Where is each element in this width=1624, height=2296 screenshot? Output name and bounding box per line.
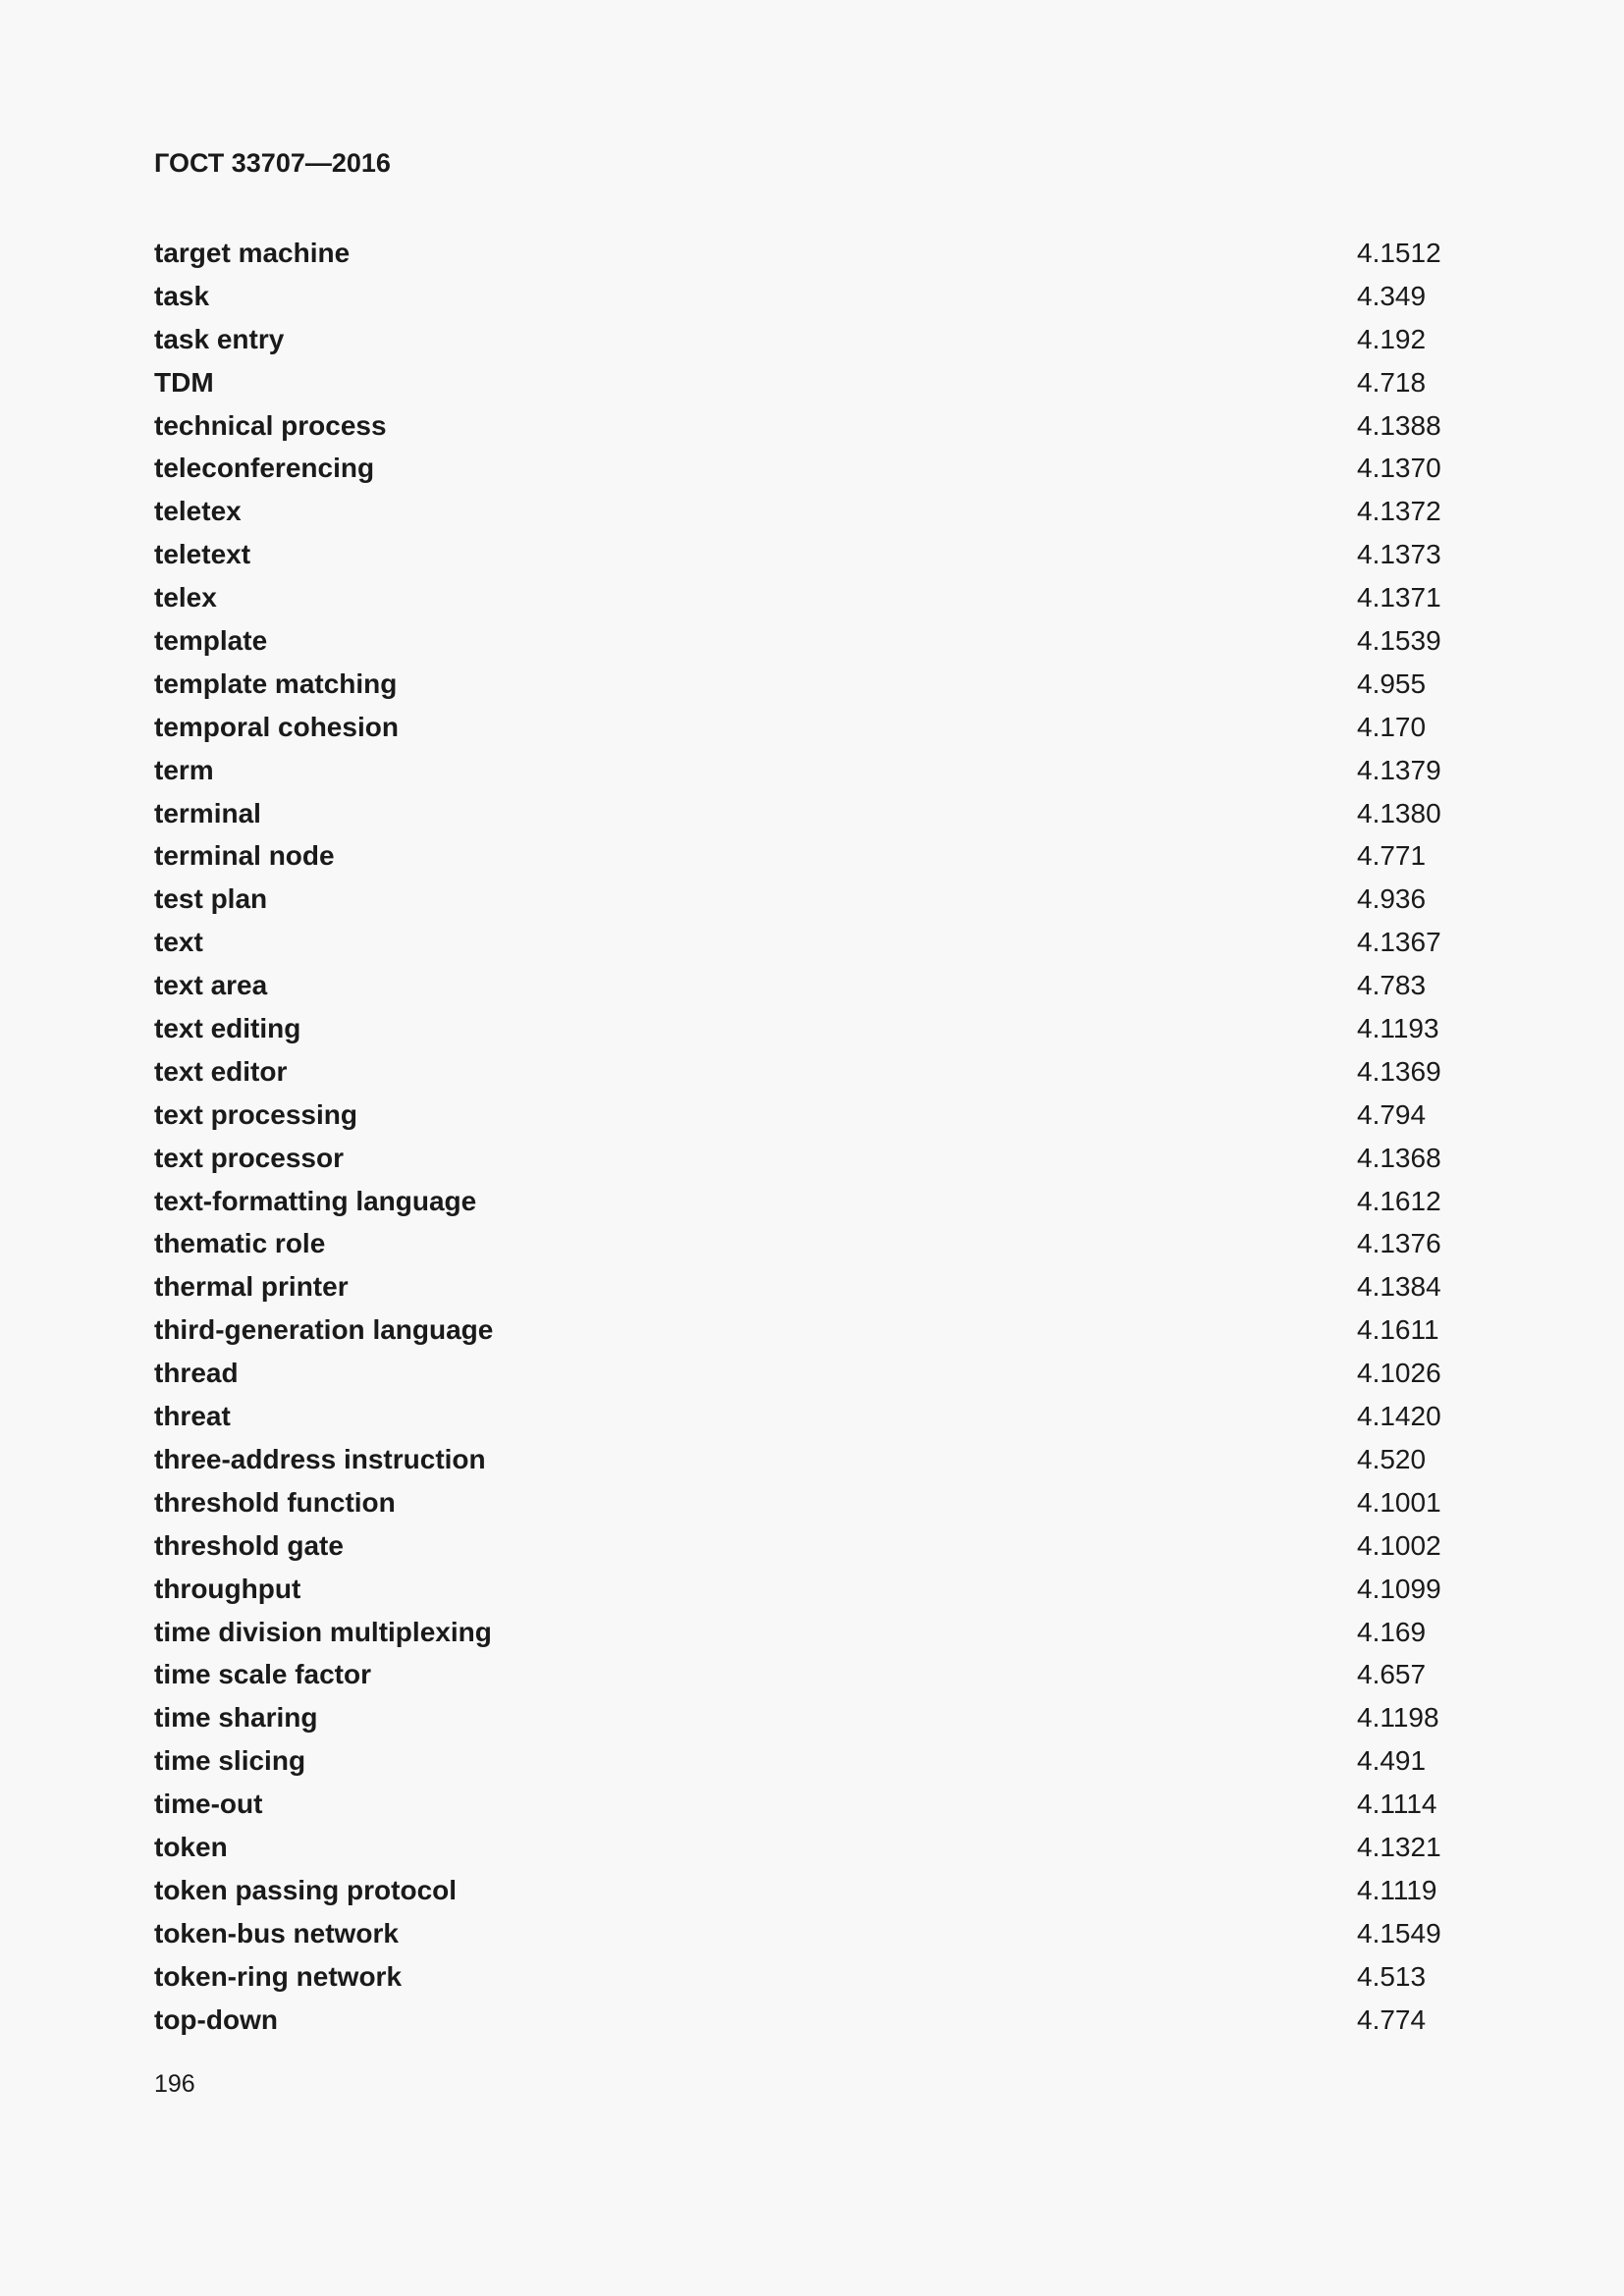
index-reference-number: 4.783 xyxy=(1357,970,1427,1001)
index-reference-number: 4.513 xyxy=(1357,1960,1427,1992)
index-term: top-down xyxy=(154,2003,278,2035)
index-reference-number: 4.1369 xyxy=(1357,1055,1441,1087)
index-term: term xyxy=(154,754,214,785)
index-term: teleconferencing xyxy=(154,453,375,484)
index-term: telex xyxy=(154,582,217,614)
index-reference-number: 4.1198 xyxy=(1357,1702,1439,1734)
term-index-list xyxy=(154,236,1470,2045)
index-term: text processor xyxy=(154,1142,344,1173)
index-entry xyxy=(154,1226,1470,1269)
index-reference-number: 4.1368 xyxy=(1357,1142,1441,1173)
index-reference-number: 4.1388 xyxy=(1357,409,1441,441)
index-term: three-address instruction xyxy=(154,1443,486,1474)
index-reference-number: 4.520 xyxy=(1357,1443,1427,1474)
index-entry xyxy=(154,1141,1470,1184)
index-term: technical process xyxy=(154,409,387,441)
index-entry xyxy=(154,1528,1470,1572)
index-entry xyxy=(154,1269,1470,1312)
document-header: ГОСТ 33707—2016 xyxy=(154,148,391,178)
index-entry xyxy=(154,667,1470,710)
index-entry xyxy=(154,1054,1470,1097)
index-reference-number: 4.1367 xyxy=(1357,927,1441,958)
index-term: throughput xyxy=(154,1573,301,1604)
index-term: temporal cohesion xyxy=(154,711,399,742)
index-entry xyxy=(154,1485,1470,1528)
index-reference-number: 4.1384 xyxy=(1357,1271,1441,1303)
index-entry xyxy=(154,1399,1470,1442)
index-term: threshold function xyxy=(154,1486,396,1518)
index-reference-number: 4.1373 xyxy=(1357,539,1441,570)
index-reference-number: 4.794 xyxy=(1357,1098,1427,1130)
index-reference-number: 4.1370 xyxy=(1357,453,1441,484)
page-number: 196 xyxy=(154,2070,195,2098)
index-reference-number: 4.1612 xyxy=(1357,1185,1441,1216)
index-entry xyxy=(154,1356,1470,1399)
index-term: time sharing xyxy=(154,1702,318,1734)
index-term: threshold gate xyxy=(154,1529,344,1561)
index-entry xyxy=(154,1615,1470,1658)
index-term: text editing xyxy=(154,1013,301,1044)
index-reference-number: 4.192 xyxy=(1357,323,1427,354)
index-reference-number: 4.771 xyxy=(1357,840,1427,872)
index-term: template xyxy=(154,625,268,657)
index-term: time slicing xyxy=(154,1745,306,1777)
index-entry xyxy=(154,1657,1470,1700)
index-entry xyxy=(154,580,1470,623)
index-reference-number: 4.774 xyxy=(1357,2003,1427,2035)
index-entry xyxy=(154,1743,1470,1787)
index-reference-number: 4.1371 xyxy=(1357,582,1441,614)
index-reference-number: 4.936 xyxy=(1357,883,1427,915)
index-entry xyxy=(154,1097,1470,1141)
index-entry xyxy=(154,1873,1470,1916)
index-entry xyxy=(154,838,1470,881)
index-term: time-out xyxy=(154,1789,263,1820)
index-entry xyxy=(154,537,1470,580)
index-entry xyxy=(154,279,1470,322)
index-term: teletext xyxy=(154,539,251,570)
index-term: token passing protocol xyxy=(154,1874,458,1905)
index-term: task entry xyxy=(154,323,285,354)
index-term: thermal printer xyxy=(154,1271,349,1303)
index-term: token-bus network xyxy=(154,1917,399,1949)
index-term: terminal node xyxy=(154,840,335,872)
index-term: test plan xyxy=(154,883,268,915)
index-term: text processing xyxy=(154,1098,357,1130)
index-entry xyxy=(154,796,1470,839)
index-entry xyxy=(154,365,1470,408)
index-entry xyxy=(154,881,1470,925)
index-term: target machine xyxy=(154,238,351,268)
index-term: thematic role xyxy=(154,1228,326,1259)
index-term: text editor xyxy=(154,1055,288,1087)
index-term: terminal xyxy=(154,797,261,828)
index-reference-number: 4.1611 xyxy=(1357,1314,1439,1346)
index-reference-number: 4.491 xyxy=(1357,1745,1427,1777)
index-term: text-formatting language xyxy=(154,1185,477,1216)
index-entry xyxy=(154,1312,1470,1356)
index-reference-number: 4.1114 xyxy=(1357,1789,1437,1820)
index-reference-number: 4.1372 xyxy=(1357,496,1441,527)
index-entry xyxy=(154,925,1470,968)
index-reference-number: 4.170 xyxy=(1357,711,1427,742)
index-entry xyxy=(154,1959,1470,2002)
index-entry xyxy=(154,1572,1470,1615)
index-term: token-ring network xyxy=(154,1960,403,1992)
index-entry xyxy=(154,1442,1470,1485)
index-entry xyxy=(154,451,1470,494)
index-term: teletex xyxy=(154,496,242,527)
index-term: third-generation language xyxy=(154,1314,494,1346)
index-entry xyxy=(154,1830,1470,1873)
index-reference-number: 4.1539 xyxy=(1357,625,1441,657)
index-entry xyxy=(154,236,1470,279)
index-entry xyxy=(154,1011,1470,1054)
index-entry xyxy=(154,2002,1470,2046)
index-reference-number: 4.657 xyxy=(1357,1659,1427,1690)
index-reference-number: 4.169 xyxy=(1357,1616,1427,1647)
index-entry xyxy=(154,968,1470,1011)
index-reference-number: 4.1001 xyxy=(1357,1486,1441,1518)
index-reference-number: 4.1099 xyxy=(1357,1573,1441,1604)
index-reference-number: 4.1380 xyxy=(1357,797,1441,828)
index-entry xyxy=(154,322,1470,365)
index-reference-number: 4.1379 xyxy=(1357,754,1441,785)
index-reference-number: 4.1193 xyxy=(1357,1013,1439,1044)
index-reference-number: 4.1119 xyxy=(1357,1874,1437,1905)
index-entry xyxy=(154,1184,1470,1227)
index-reference-number: 4.1002 xyxy=(1357,1529,1441,1561)
index-entry xyxy=(154,1700,1470,1743)
index-reference-number: 4.1321 xyxy=(1357,1831,1441,1862)
index-term: time division multiplexing xyxy=(154,1616,492,1647)
index-reference-number: 4.1376 xyxy=(1357,1228,1441,1259)
index-term: text area xyxy=(154,970,268,1001)
index-reference-number: 4.1512 xyxy=(1357,238,1441,268)
index-entry xyxy=(154,710,1470,753)
index-entry xyxy=(154,1787,1470,1830)
index-reference-number: 4.1026 xyxy=(1357,1358,1441,1389)
index-reference-number: 4.349 xyxy=(1357,280,1427,311)
index-entry xyxy=(154,623,1470,667)
index-term: text xyxy=(154,927,203,958)
index-entry xyxy=(154,753,1470,796)
index-entry xyxy=(154,408,1470,452)
index-term: time scale factor xyxy=(154,1659,371,1690)
index-reference-number: 4.955 xyxy=(1357,667,1427,699)
index-term: token xyxy=(154,1831,228,1862)
index-entry xyxy=(154,1916,1470,1959)
index-term: template matching xyxy=(154,667,398,699)
index-term: TDM xyxy=(154,366,214,398)
index-reference-number: 4.718 xyxy=(1357,366,1427,398)
index-reference-number: 4.1420 xyxy=(1357,1401,1441,1432)
index-entry xyxy=(154,494,1470,537)
index-term: task xyxy=(154,280,210,311)
index-reference-number: 4.1549 xyxy=(1357,1917,1441,1949)
index-term: threat xyxy=(154,1401,231,1432)
index-term: thread xyxy=(154,1358,239,1389)
